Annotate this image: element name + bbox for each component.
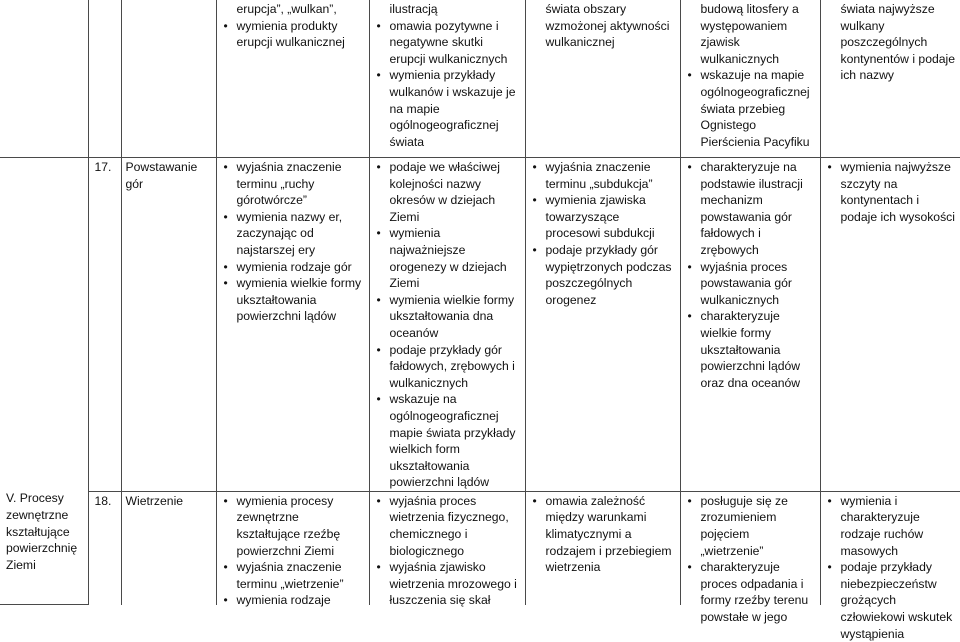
list-item: • wyjaśnia znaczenie terminu „wietrzenie” (223, 559, 364, 592)
empty-topic-cell (121, 0, 216, 158)
req-good-list (532, 493, 675, 576)
list-item: • wymienia wielkie formy ukształtowania powierzchni lądów (223, 275, 364, 325)
list-item: • charakteryzuje wielkie formy ukształtowania powierzchni lądów oraz dna oceanów (687, 308, 815, 391)
empty-section-cell (0, 0, 88, 158)
list-item: • wyjaśnia proces powstawania gór wulkanicznych (687, 259, 815, 309)
req-basic-cell (216, 0, 369, 158)
req-basic-list (223, 159, 364, 325)
list-item: • wymienia i charakteryzuje rodzaje ruchów masowych (827, 493, 956, 559)
req-extended-list (376, 1, 520, 150)
list-item: • posługuje się ze zrozumieniem pojęciem „wietrzenie” (687, 493, 815, 559)
req-excellent-cell (820, 491, 960, 641)
req-basic-cell (216, 158, 369, 492)
list-item: • podaje przykłady gór wypiętrzonych podczas poszczególnych orogenez (532, 242, 675, 308)
req-basic-list (223, 1, 364, 51)
req-basic-cell (216, 491, 369, 608)
req-very-good-cell (680, 0, 820, 158)
list-item: erupcja”, „wulkan”, (236, 2, 337, 16)
req-very-good-list (687, 493, 815, 626)
list-item: • podaje przykłady gór fałdowych, zrębowych i wulkanicznych (376, 342, 520, 392)
list-item: • wymienia procesy zewnętrzne kształtujące rzeźbę powierzchni Ziemi (223, 493, 364, 559)
lesson-topic: Wietrzenie (121, 491, 216, 605)
req-good-list (532, 1, 675, 51)
table-row-continuation (0, 0, 960, 158)
lesson-number: 17. (88, 158, 121, 492)
req-very-good-cell (680, 158, 820, 492)
req-very-good-list (687, 1, 815, 150)
list-item: • wymienia produkty erupcji wulkanicznej (223, 18, 364, 51)
list-item: • wymienia rodzaje (223, 592, 364, 609)
list-item: • omawia pozytywne i negatywne skutki erupcji wulkanicznych (376, 18, 520, 68)
list-item: • wskazuje na mapie ogólnogeograficznej świata przebieg Ognistego Pierścienia Pacyfiku (687, 67, 815, 150)
table-row-17 (0, 158, 960, 492)
list-item: • podaje we właściwej kolejności nazwy okresów w dziejach Ziemi (376, 159, 520, 225)
list-item: • wyjaśnia zjawisko wietrzenia mrozowego i łuszczenia się skał (376, 559, 520, 609)
list-item: • wyjaśnia znaczenie terminu „subdukcja” (532, 159, 675, 192)
list-item: • wymienia wielkie formy ukształtowania dna oceanów (376, 292, 520, 342)
list-item: świata najwyższe wulkany poszczególnych kontynentów i podaje ich nazwy (840, 2, 956, 83)
req-excellent-list (827, 159, 956, 225)
lesson-number: 18. (88, 491, 121, 605)
req-very-good-cell (680, 491, 820, 625)
req-good-list (532, 159, 675, 308)
req-basic-list (223, 493, 364, 609)
req-very-good-list (687, 159, 815, 391)
empty-number-cell (88, 0, 121, 158)
list-item: • wyjaśnia proces wietrzenia fizycznego, chemicznego i biologicznego (376, 493, 520, 559)
list-item: • wskazuje na ogólnogeograficznej mapie świata przykłady wielkich form ukształtowania powierzchni lądów (376, 391, 520, 491)
list-item: • charakteryzuje proces odpadania i formy rzeźby terenu powstałe w jego (687, 559, 815, 625)
req-excellent-list (827, 493, 956, 642)
list-item: • wymienia najwyższe szczyty na kontynentach i podaje ich wysokości (827, 159, 956, 225)
table-row-18 (0, 491, 960, 605)
req-extended-cell (369, 0, 525, 158)
req-good-cell (525, 158, 680, 492)
req-good-cell (525, 491, 680, 605)
req-extended-list (376, 159, 520, 491)
list-item: budową litosfery a występowaniem zjawisk wulkanicznych (700, 2, 799, 66)
list-item: • wymienia zjawiska towarzyszące procesowi subdukcji (532, 192, 675, 242)
list-item: • wymienia najważniejsze orogenezy w dziejach Ziemi (376, 225, 520, 291)
req-excellent-cell (820, 0, 960, 158)
list-item: • charakteryzuje na podstawie ilustracji mechanizm powstawania gór fałdowych i zrębowych (687, 159, 815, 259)
section-label: V. Procesy zewnętrzne kształtujące powierzchnię Ziemi (6, 491, 78, 572)
list-item: ilustracją (389, 2, 438, 16)
list-item: • wymienia rodzaje gór (223, 259, 364, 276)
req-extended-list (376, 493, 520, 609)
list-item: • podaje przykłady niebezpieczeństw grożących człowiekowi wskutek wystąpienia (827, 559, 956, 642)
list-item: • wymienia nazwy er, zaczynając od najstarszej ery (223, 209, 364, 259)
section-cell (0, 158, 88, 605)
req-extended-cell (369, 491, 525, 608)
req-extended-cell (369, 158, 525, 492)
req-excellent-list (827, 1, 956, 84)
list-item: • wymienia przykłady wulkanów i wskazuje je na mapie ogólnogeograficznej świata (376, 67, 520, 150)
list-item: • wyjaśnia znaczenie terminu „ruchy górotwórcze” (223, 159, 364, 209)
req-good-cell (525, 0, 680, 158)
req-excellent-cell (820, 158, 960, 492)
list-item: • omawia zależność między warunkami klimatycznymi a rodzajem i przebiegiem wietrzenia (532, 493, 675, 576)
lesson-topic: Powstawanie gór (121, 158, 216, 492)
list-item: świata obszary wzmożonej aktywności wulkanicznej (545, 2, 670, 50)
